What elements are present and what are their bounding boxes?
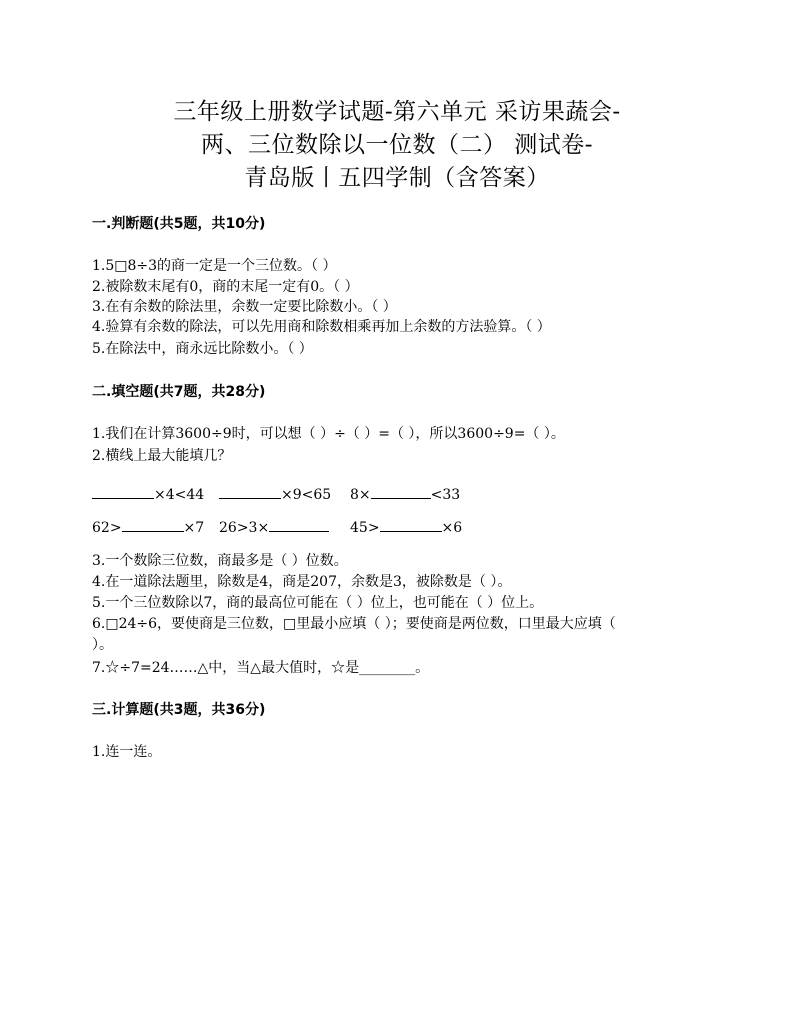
answer-blank[interactable] [219,484,281,499]
question-item: 2.被除数末尾有0，商的末尾一定有0。（ ） [92,279,359,295]
answer-blank[interactable] [269,517,329,532]
fill-cell: ×9<65 [219,484,331,505]
section-heading-fill-in: 二.填空题(共7题，共28分) [92,384,266,400]
question-item: 2.横线上最大能填几？ [92,448,232,464]
question-item: 3.一个数除三位数，商最多是（ ）位数。 [92,553,348,569]
title-line-3: 青岛版丨五四学制（含答案） [244,165,550,191]
question-item: 4.在一道除法题里，除数是4，商是207，余数是3，被除数是（ ）。 [92,574,512,590]
fill-cell: 62> ×7 [92,517,204,538]
question-item-continued: ）。 [92,637,113,653]
question-item: 5.一个三位数除以7，商的最高位可能在（ ）位上，也可能在（ ）位上。 [92,595,544,611]
answer-blank[interactable] [92,484,154,499]
title-line-2: 两、三位数除以一位数（二） 测试卷- [200,132,594,158]
question-item: 6.□24÷6，要使商是三位数，□里最小应填（ ）；要使商是两位数，口里最大应填（ [92,616,616,632]
question-item: 3.在有余数的除法里，余数一定要比除数小。（ ） [92,299,397,315]
answer-blank[interactable] [122,517,184,532]
fill-cell: 8× <33 [350,484,460,505]
question-item: 4.验算有余数的除法，可以先用商和除数相乘再加上余数的方法验算。（ ） [92,319,551,335]
fill-cell: 45> ×6 [350,517,462,538]
answer-blank[interactable] [380,517,442,532]
fill-cell: 26>3× [219,517,329,538]
fill-cell: ×4<44 [92,484,204,505]
question-item: 1.连一连。 [92,744,162,760]
answer-blank[interactable] [371,484,431,499]
question-item: 1.我们在计算3600÷9时，可以想（ ）÷（ ）=（ ），所以3600÷9=（ ）。 [92,426,565,442]
section-heading-calculation: 三.计算题(共3题，共36分) [92,702,266,718]
title-line-1: 三年级上册数学试题-第六单元 采访果蔬会- [173,99,621,125]
question-item: 1.5□8÷3的商一定是一个三位数。（ ） [92,258,337,274]
section-heading-judgement: 一.判断题(共5题，共10分) [92,216,266,232]
question-item: 7.☆÷7=24……△中，当△最大值时，☆是________。 [92,660,430,676]
question-item: 5.在除法中，商永远比除数小。（ ） [92,341,313,357]
